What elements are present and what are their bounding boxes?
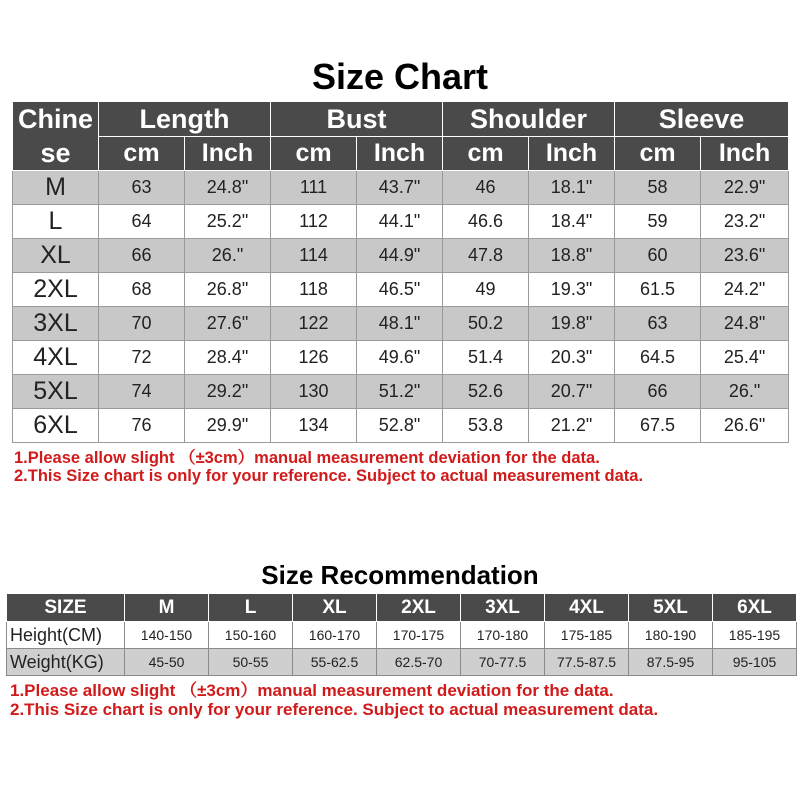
measurement-cell: 58 (615, 171, 701, 205)
measurement-cell: 25.4" (701, 341, 789, 375)
measurement-cell: 26.8" (185, 273, 271, 307)
size-label: 5XL (13, 375, 99, 409)
size-chart-note-reference: 2.This Size chart is only for your reference. Subject to actual measurement data. (14, 467, 644, 485)
unit-inch-header: Inch (529, 137, 615, 171)
recommendation-cell: 55-62.5 (293, 649, 377, 676)
measurement-cell: 53.8 (443, 409, 529, 443)
recommendation-cell: 50-55 (209, 649, 293, 676)
unit-cm-header: cm (615, 137, 701, 171)
size-recommendation-table (6, 593, 797, 676)
recommendation-size-header: M (125, 594, 209, 622)
recommendation-cell: 87.5-95 (629, 649, 713, 676)
measurement-cell: 23.2" (701, 205, 789, 239)
recommendation-size-header: 2XL (377, 594, 461, 622)
unit-cm-header: cm (99, 137, 185, 171)
unit-inch-header: Inch (357, 137, 443, 171)
measurement-cell: 29.2" (185, 375, 271, 409)
recommendation-size-header: 5XL (629, 594, 713, 622)
unit-cm-header: cm (443, 137, 529, 171)
measurement-cell: 43.7" (357, 171, 443, 205)
measurement-cell: 46.5" (357, 273, 443, 307)
size-chart-table (12, 101, 789, 443)
measurement-cell: 44.9" (357, 239, 443, 273)
measurement-cell: 25.2" (185, 205, 271, 239)
recommendation-cell: 170-180 (461, 622, 545, 649)
recommendation-size-header: 4XL (545, 594, 629, 622)
size-label: 6XL (13, 409, 99, 443)
measurement-cell: 18.4" (529, 205, 615, 239)
measurement-cell: 18.1" (529, 171, 615, 205)
measurement-cell: 22.9" (701, 171, 789, 205)
length-header: Length (99, 102, 271, 137)
measurement-cell: 63 (615, 307, 701, 341)
recommendation-cell: 95-105 (713, 649, 797, 676)
measurement-cell: 49 (443, 273, 529, 307)
measurement-cell: 27.6" (185, 307, 271, 341)
recommendation-cell: 70-77.5 (461, 649, 545, 676)
size-chart-title: Size Chart (311, 56, 489, 97)
measurement-cell: 21.2" (529, 409, 615, 443)
unit-inch-header: Inch (185, 137, 271, 171)
recommendation-row (7, 649, 797, 676)
recommendation-note-deviation: 1.Please allow slight （±3cm）manual measurement deviation for the data. (10, 681, 614, 700)
measurement-cell: 52.8" (357, 409, 443, 443)
size-label: M (13, 171, 99, 205)
measurement-cell: 126 (271, 341, 357, 375)
measurement-cell: 49.6" (357, 341, 443, 375)
measurement-cell: 24.8" (185, 171, 271, 205)
measurement-cell: 24.8" (701, 307, 789, 341)
recommendation-cell: 175-185 (545, 622, 629, 649)
measurement-cell: 20.3" (529, 341, 615, 375)
measurement-cell: 46.6 (443, 205, 529, 239)
measurement-cell: 64.5 (615, 341, 701, 375)
measurement-cell: 59 (615, 205, 701, 239)
recommendation-size-header: XL (293, 594, 377, 622)
recommendation-cell: 45-50 (125, 649, 209, 676)
measurement-cell: 68 (99, 273, 185, 307)
size-label: 3XL (13, 307, 99, 341)
measurement-cell: 23.6" (701, 239, 789, 273)
measurement-cell: 29.9" (185, 409, 271, 443)
measurement-cell: 67.5 (615, 409, 701, 443)
recommendation-size-header: 6XL (713, 594, 797, 622)
recommendation-row-label: Height(CM) (7, 622, 125, 649)
measurement-cell: 47.8 (443, 239, 529, 273)
measurement-cell: 66 (99, 239, 185, 273)
measurement-cell: 50.2 (443, 307, 529, 341)
size-label: 2XL (13, 273, 99, 307)
measurement-cell: 66 (615, 375, 701, 409)
measurement-cell: 112 (271, 205, 357, 239)
recommendation-cell: 150-160 (209, 622, 293, 649)
recommendation-cell: 170-175 (377, 622, 461, 649)
recommendation-cell: 140-150 (125, 622, 209, 649)
measurement-cell: 134 (271, 409, 357, 443)
recommendation-note-reference: 2.This Size chart is only for your reference. Subject to actual measurement data. (10, 700, 659, 719)
measurement-cell: 20.7" (529, 375, 615, 409)
sleeve-header: Sleeve (615, 102, 789, 137)
size-chart-body (13, 171, 789, 443)
size-label: 4XL (13, 341, 99, 375)
recommendation-cell: 160-170 (293, 622, 377, 649)
measurement-cell: 46 (443, 171, 529, 205)
measurement-cell: 26." (701, 375, 789, 409)
measurement-cell: 76 (99, 409, 185, 443)
measurement-cell: 64 (99, 205, 185, 239)
recommendation-cell: 180-190 (629, 622, 713, 649)
recommendation-cell: 185-195 (713, 622, 797, 649)
measurement-cell: 122 (271, 307, 357, 341)
size-row (13, 273, 789, 307)
size-chart-note-deviation: 1.Please allow slight （±3cm）manual measurement deviation for the data. (14, 449, 600, 467)
measurement-cell: 18.8" (529, 239, 615, 273)
size-recommendation-title: Size Recommendation (261, 560, 539, 590)
measurement-cell: 111 (271, 171, 357, 205)
measurement-cell: 60 (615, 239, 701, 273)
recommendation-cell: 62.5-70 (377, 649, 461, 676)
size-row (13, 239, 789, 273)
size-row (13, 409, 789, 443)
measurement-cell: 19.3" (529, 273, 615, 307)
bust-header: Bust (271, 102, 443, 137)
size-row (13, 375, 789, 409)
shoulder-header: Shoulder (443, 102, 615, 137)
size-row (13, 307, 789, 341)
measurement-cell: 74 (99, 375, 185, 409)
measurement-cell: 44.1" (357, 205, 443, 239)
size-column-header: Chinese (13, 102, 99, 171)
size-row (13, 341, 789, 375)
recommendation-row-label: Weight(KG) (7, 649, 125, 676)
recommendation-cell: 77.5-87.5 (545, 649, 629, 676)
measurement-cell: 26.6" (701, 409, 789, 443)
size-recommendation-body (7, 622, 797, 676)
measurement-cell: 63 (99, 171, 185, 205)
measurement-cell: 118 (271, 273, 357, 307)
measurement-cell: 52.6 (443, 375, 529, 409)
size-row (13, 205, 789, 239)
recommendation-row (7, 622, 797, 649)
unit-cm-header: cm (271, 137, 357, 171)
measurement-cell: 51.2" (357, 375, 443, 409)
measurement-cell: 130 (271, 375, 357, 409)
unit-inch-header: Inch (701, 137, 789, 171)
size-label: L (13, 205, 99, 239)
measurement-cell: 70 (99, 307, 185, 341)
measurement-cell: 19.8" (529, 307, 615, 341)
size-label: XL (13, 239, 99, 273)
measurement-cell: 28.4" (185, 341, 271, 375)
size-row (13, 171, 789, 205)
measurement-cell: 72 (99, 341, 185, 375)
size-header-label: SIZE (7, 594, 125, 622)
measurement-cell: 24.2" (701, 273, 789, 307)
measurement-cell: 114 (271, 239, 357, 273)
measurement-cell: 51.4 (443, 341, 529, 375)
measurement-cell: 61.5 (615, 273, 701, 307)
recommendation-size-header: 3XL (461, 594, 545, 622)
measurement-cell: 26." (185, 239, 271, 273)
measurement-cell: 48.1" (357, 307, 443, 341)
recommendation-size-header: L (209, 594, 293, 622)
